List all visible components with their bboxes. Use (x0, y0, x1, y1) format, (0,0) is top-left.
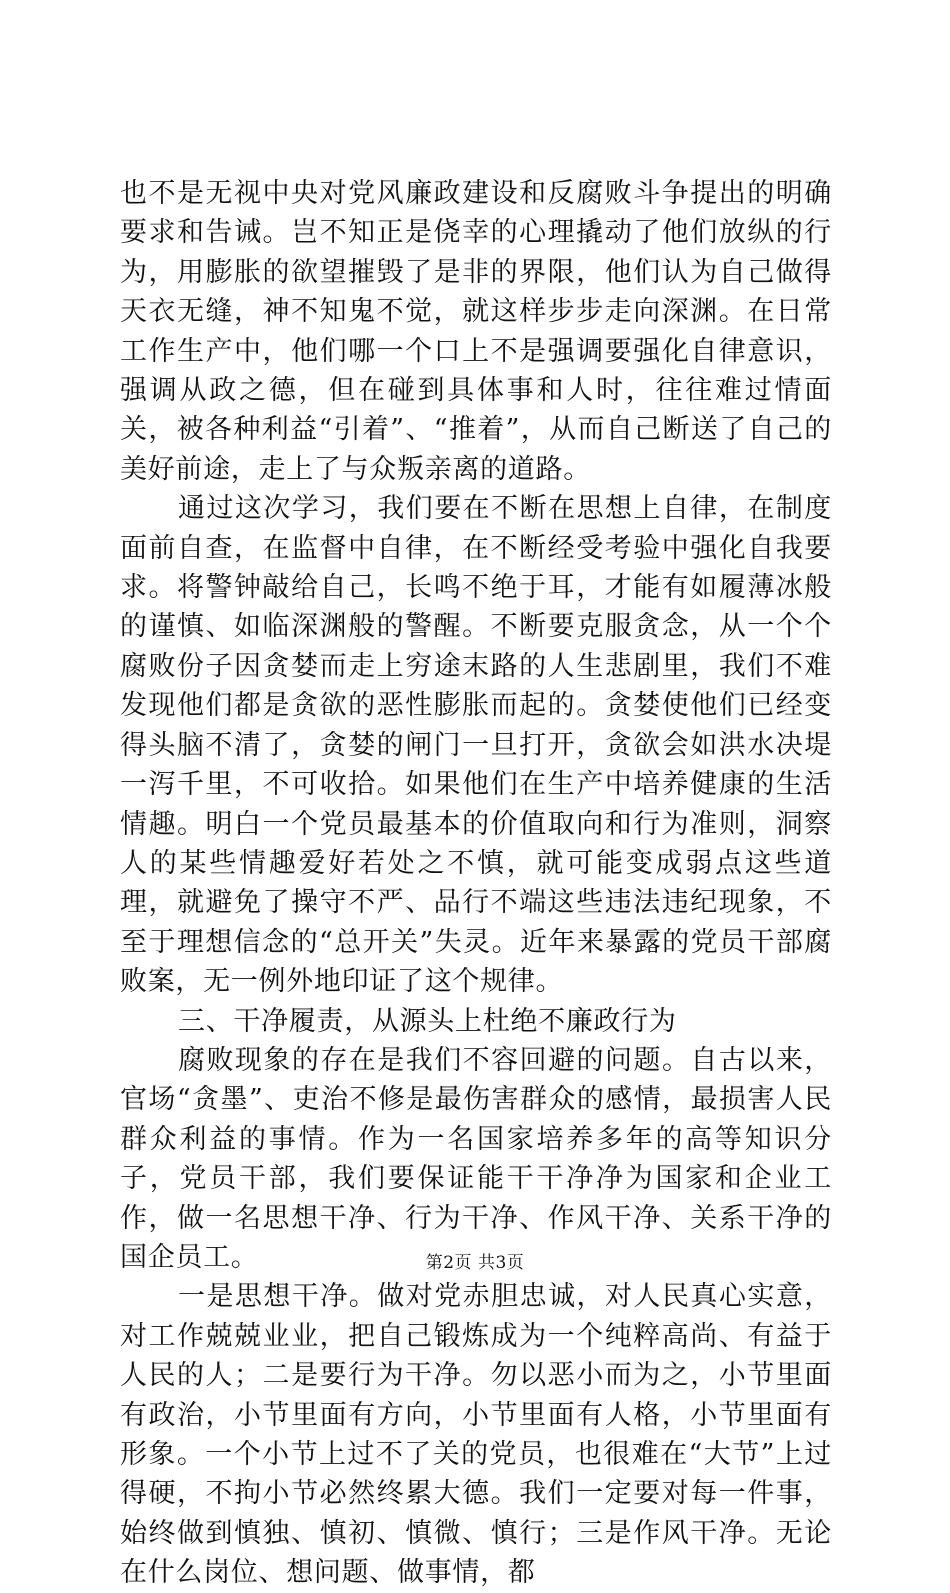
paragraph-self-discipline: 通过这次学习，我们要在不断在思想上自律，在制度面前自查，在监督中自律，在不断经受考验中强化自我要求。将警钟敲给自己，长鸣不绝于耳，才能有如履薄冰般的谨慎、如临深渊般的警醒。不断要克服贪念，从一个个腐败份子因贪婪而走上穷途末路的人生悲剧里，我们不难发现他们都是贪欲的恶性膨胀而起的。贪婪使他们已经变得头脑不清了，贪婪的闸门一旦打开，贪欲会如洪水决堤一泻千里，不可收拾。如果他们在生产中培养健康的生活情趣。明白一个党员最基本的价值取向和行为准则，洞察人的某些情趣爱好若处之不慎，就可能变成弱点这些道理，就避免了操守不严、品行不端这些违法违纪现象，不至于理想信念的“总开关”失灵。近年来暴露的党员干部腐败案，无一例外地印证了这个规律。 (120, 493, 832, 998)
paragraph-clean-conduct: 一是思想干净。做对党赤胆忠诚，对人民真心实意，对工作兢兢业业，把自己锻炼成为一个纯粹高尚、有益于人民的人；二是要行为干净。勿以恶小而为之，小节里面有政治，小节里面有方向，小节里面有人格，小节里面有形象。一个小节上过不了关的党员，也很难在“大节”上过得硬，不拘小节必然终累大德。我们一定要对每一件事，始终做到慎独、慎初、慎微、慎行；三是作风干净。无论在什么岗位、想问题、做事情，都 (120, 1281, 832, 1589)
body-text (120, 174, 832, 1593)
paragraph-continued: 也不是无视中央对党风廉政建设和反腐败斗争提出的明确要求和告诫。岂不知正是侥幸的心理撬动了他们放纵的行为，用膨胀的欲望摧毁了是非的界限，他们认为自己做得天衣无缝，神不知鬼不觉，就这样步步走向深渊。在日常工作生产中，他们哪一个口上不是强调要强化自律意识，强调从政之德，但在碰到具体事和人时，往往难过情面关，被各种利益“引着”、“推着”，从而自己断送了自己的美好前途，走上了与众叛亲离的道路。 (120, 178, 832, 485)
paragraph-corruption: 腐败现象的存在是我们不容回避的问题。自古以来，官场“贪墨”、吏治不修是最伤害群众的感情，最损害人民群众利益的事情。作为一名国家培养多年的高等知识分子，党员干部，我们要保证能干干净净为国家和企业工作，做一名思想干净、行为干净、作风干净、关系干净的国企员工。 (120, 1044, 832, 1273)
page-footer: 第2页 共3页 (425, 1253, 525, 1273)
section-heading-3: 三、干净履责，从源头上杜绝不廉政行为 (178, 1005, 677, 1037)
